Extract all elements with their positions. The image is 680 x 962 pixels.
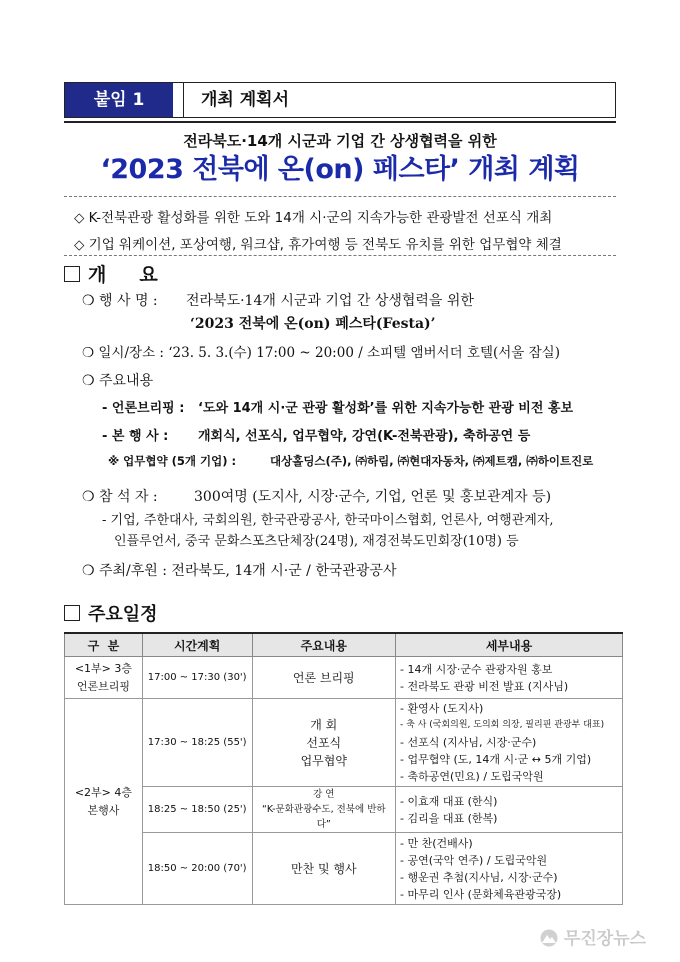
watermark: 무진장뉴스 — [540, 924, 646, 949]
header-divider — [173, 83, 184, 117]
detail-item: - 만 찬(건배사) — [400, 836, 473, 850]
detail-item: - 행운권 추첨(지사님, 시장·군수) — [400, 870, 558, 884]
event-name-line-1: 전라북도·14개 시군과 기업 간 상생협력을 위한 — [186, 293, 474, 309]
division-cell: <1부> 3층 언론브리핑 — [65, 657, 143, 699]
host-sponsor: ❍ 주최/후원 : 전라북도, 14개 시·군 / 한국관광공사 — [82, 563, 397, 579]
attachment-header — [64, 82, 616, 118]
attendees-detail-1: - 기업, 주한대사, 국회의원, 한국관광공사, 한국마이스협회, 언론사, 여행관계자, — [102, 513, 554, 528]
detail-item: - 축하공연(민요) / 도립국악원 — [400, 770, 544, 783]
attachment-tag: 붙임 1 — [65, 83, 173, 117]
time-cell: 18:25 ~ 18:50 (25') — [142, 787, 252, 833]
detail-item: - 업무협약 (도, 14개 시·군 ↔ 5개 기업) — [400, 753, 592, 766]
content-cell: 만찬 및 행사 — [252, 833, 396, 905]
date-place: ❍ 일시/장소 : ‘23. 5. 3.(수) 17:00 ~ 20:00 / 소피텔 앰버서더 호텔(서울 잠실) — [82, 345, 560, 361]
mou-label: ※ 업무협약 (5개 기업) : — [108, 454, 237, 468]
column-header: 시간계획 — [142, 633, 252, 657]
mountain-logo-icon — [540, 929, 558, 947]
time-cell: 17:00 ~ 17:30 (30') — [142, 657, 252, 699]
attachment-title: 개최 계획서 — [201, 90, 290, 110]
column-header: 주요내용 — [252, 633, 396, 657]
detail-item: - 전라북도 관광 비전 발표 (지사님) — [400, 679, 569, 693]
column-header: 세부내용 — [396, 633, 623, 657]
detail-item: - 축 사 (국회의원, 도의회 의장, 필리핀 관광부 대표) — [400, 720, 605, 730]
detail-item: - 김리을 대표 (한복) — [400, 811, 498, 825]
document-subtitle: 전라북도·14개 시군과 기업 간 상생협력을 위한 — [183, 132, 497, 150]
main-event-text: 개회식, 선포식, 업무협약, 강연(K-전북관광), 축하공연 등 — [198, 429, 531, 444]
attendees-detail-2: 인플루언서, 중국 문화스포츠단체장(24명), 재경전북도민회장(10명) 등 — [114, 534, 519, 549]
details-cell — [396, 699, 623, 787]
detail-item: - 선포식 (지사님, 시장·군수) — [400, 736, 537, 749]
detail-item: - 마무리 인사 (문화체육관광국장) — [400, 887, 562, 901]
main-event-label: - 본 행 사 : — [102, 429, 169, 444]
attendees-label: ❍ 참 석 자 : — [82, 489, 158, 505]
detail-item: - 환영사 (도지사) — [400, 702, 484, 715]
schedule-table — [64, 632, 623, 905]
details-cell — [396, 657, 623, 699]
document-main-title: ‘2023 전북에 온(on) 페스타’ 개최 계획 — [100, 154, 580, 185]
details-cell — [396, 787, 623, 833]
summary-bottom-divider — [64, 255, 616, 256]
checkbox-square-icon — [64, 605, 80, 621]
summary-top-divider — [64, 196, 616, 197]
briefing-label: - 언론브리핑 : — [102, 401, 185, 416]
contents-label: ❍ 주요내용 — [82, 373, 154, 389]
attendees-text: 300여명 (도지사, 시장·군수, 기업, 언론 및 홍보관계자 등) — [194, 489, 552, 505]
schedule-heading: 주요일정 — [64, 600, 158, 626]
column-header: 구 분 — [65, 633, 143, 657]
table-row — [65, 699, 623, 787]
checkbox-square-icon — [64, 266, 80, 282]
table-row — [65, 787, 623, 833]
table-row — [65, 833, 623, 905]
detail-item: - 이효재 대표 (한식) — [400, 794, 498, 808]
time-cell: 18:50 ~ 20:00 (70') — [142, 833, 252, 905]
content-cell: 개 회 선포식 업무협약 — [252, 699, 396, 787]
event-name-label: ❍ 행 사 명 : — [82, 293, 158, 309]
table-row — [65, 657, 623, 699]
detail-item: - 공연(국악 연주) / 도립국악원 — [400, 853, 548, 867]
event-name-line-2: ‘2023 전북에 온(on) 페스타(Festa)’ — [190, 316, 436, 332]
overview-heading: 개 요 — [64, 260, 158, 287]
mou-companies: 대상홀딩스(주), ㈜하림, ㈜현대자동차, ㈜제트캠, ㈜하이트진로 — [270, 454, 594, 468]
briefing-text: ‘도와 14개 시·군 관광 활성화’를 위한 지속가능한 관광 비전 홍보 — [198, 401, 574, 416]
summary-item: ◇ K-전북관광 활성화를 위한 도와 14개 시·군의 지속가능한 관광발전 선포식 개최 — [74, 210, 553, 226]
detail-item: - 14개 시장·군수 관광자원 홍보 — [400, 662, 553, 676]
top-rule — [64, 121, 616, 123]
time-cell: 17:30 ~ 18:25 (55') — [142, 699, 252, 787]
details-cell — [396, 833, 623, 905]
table-header-row — [65, 633, 623, 657]
content-cell: 강 연 “K-문화관광수도, 전북에 반하다” — [252, 787, 396, 833]
summary-item: ◇ 기업 워케이션, 포상여행, 워크샵, 휴가여행 등 전북도 유치를 위한 업무협약 체결 — [74, 237, 562, 253]
content-cell: 언론 브리핑 — [252, 657, 396, 699]
division-cell: <2부> 4층 본행사 — [65, 699, 143, 905]
